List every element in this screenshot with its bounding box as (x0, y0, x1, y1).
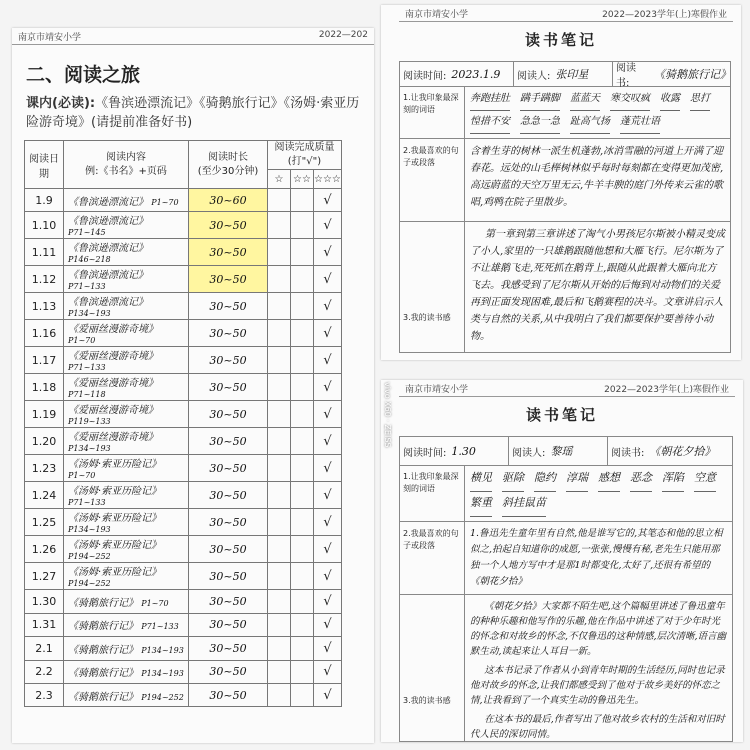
log-book-pages: P119~133 (68, 417, 111, 427)
log-star-1 (268, 509, 291, 536)
log-star-3: √ (314, 455, 342, 482)
log-duration: 30~50 (189, 428, 268, 455)
log-book (64, 212, 189, 239)
log-row (25, 401, 342, 428)
log-book (64, 482, 189, 509)
log-date: 1.17 (25, 347, 64, 374)
log-book-pages: P71~118 (68, 390, 106, 400)
word-item: 横见 (470, 469, 492, 492)
log-star-3: √ (314, 428, 342, 455)
log-date: 1.13 (25, 293, 64, 320)
header-star-2: ☆☆ (291, 170, 314, 189)
log-star-3: √ (314, 401, 342, 428)
log-star-1 (268, 266, 291, 293)
note1-date-label: 阅读时间: (403, 70, 447, 82)
note2-reader-label: 阅读人: (512, 447, 546, 459)
header-duration-sub: (至少30分钟) (197, 165, 259, 177)
log-duration: 30~50 (189, 482, 268, 509)
note2-book-cell (608, 437, 732, 465)
log-star-3: √ (314, 212, 342, 239)
reading-log-table (24, 140, 342, 707)
word-item: 感想 (598, 469, 620, 492)
log-date: 1.10 (25, 212, 64, 239)
word-item: 急急一急 (520, 113, 560, 134)
reading-note-2 (381, 380, 743, 742)
note2-book-value: 《朝花夕拾》 (649, 445, 716, 458)
header-content-example: 例:《书名》+页码 (85, 165, 167, 177)
log-row (25, 293, 342, 320)
word-item: 斜挂鼠苗 (502, 494, 546, 517)
note2-words-list (465, 465, 732, 521)
log-star-2 (291, 293, 314, 320)
log-book-title: 《爱丽丝漫游奇境》 (68, 405, 158, 417)
log-row (25, 320, 342, 347)
word-item: 浑陷 (662, 469, 684, 492)
log-star-2 (291, 320, 314, 347)
log-date: 1.11 (25, 239, 64, 266)
log-row (25, 637, 342, 660)
note1-title: 读书笔记 (524, 31, 597, 49)
log-star-3: √ (314, 374, 342, 401)
log-star-3: √ (314, 536, 342, 563)
log-row (25, 509, 342, 536)
word-item: 收露 (660, 90, 680, 111)
log-row (25, 428, 342, 455)
log-duration: 30~50 (189, 536, 268, 563)
note1-sentences-text: 含着生芽的树林一派生机蓬勃,冰消雪融的河道上开满了迎春花。远处的山毛榉树林似乎每时每刻都在变得更加茂密,高远蔚蓝的天空万里无云,牛羊丰腴的庭门外传来云雀的歌唱,鸡鸭在院子里散步。 (470, 146, 724, 208)
word-item: 淳瑞 (566, 469, 588, 492)
log-book-pages: P1~70 (141, 599, 169, 609)
log-duration: 30~50 (189, 590, 268, 613)
note1-reader-cell (514, 62, 613, 86)
word-item: 蓝蓝天 (570, 90, 600, 111)
note1-date-value: 2023.1.9 (451, 67, 501, 81)
note2-date-value: 1.30 (451, 444, 476, 458)
log-book-pages: P71~145 (68, 228, 106, 238)
word-item: 趾高气扬 (570, 113, 610, 134)
log-star-2 (291, 683, 314, 706)
note2-words-label: 1.让我印象最深刻的词语 (400, 465, 465, 521)
header-content (64, 141, 189, 189)
log-book-title: 《鲁滨逊漂流记》 (68, 216, 148, 228)
log-book-title: 《汤姆·索亚历险记》 (68, 513, 162, 525)
log-star-1 (268, 189, 291, 212)
log-star-1 (268, 482, 291, 509)
log-duration: 30~50 (189, 374, 268, 401)
note1-book-cell (613, 62, 731, 89)
word-item: 思打 (690, 90, 710, 111)
log-row (25, 455, 342, 482)
log-date: 1.12 (25, 266, 64, 293)
page-header (12, 30, 374, 45)
note2-words-row (399, 465, 733, 522)
log-duration: 30~50 (189, 239, 268, 266)
word-item: 奔跑挂肚 (470, 90, 510, 111)
note2-term: 2022—2023学年(上)寒假作业 (604, 385, 729, 395)
word-item: 空意 (694, 469, 716, 492)
word-item: 驱除 (502, 469, 524, 492)
log-star-2 (291, 189, 314, 212)
log-duration: 30~50 (189, 212, 268, 239)
log-book (64, 509, 189, 536)
log-star-2 (291, 536, 314, 563)
log-book-title: 《汤姆·索亚历险记》 (68, 567, 162, 579)
note2-date-cell (400, 437, 509, 465)
log-book (64, 613, 189, 636)
log-star-1 (268, 428, 291, 455)
note2-thoughts-para-1: 《朝花夕拾》大家都不陌生吧,这个篇幅里讲述了鲁迅童年的种种乐趣和他写作的乐趣,他在作品中讲述了对于少年时光的怀念和对故乡的怀念,不仅鲁迅的这种情感,层次清晰,语言幽默生动,读起来让人耳目一新。 (470, 601, 727, 657)
log-star-2 (291, 563, 314, 590)
log-book-pages: P1~70 (151, 197, 179, 207)
course-required (26, 94, 371, 132)
log-book-title: 《鲁滨逊漂流记》 (68, 297, 148, 309)
log-star-2 (291, 401, 314, 428)
header-quality (268, 141, 342, 170)
log-star-2 (291, 590, 314, 613)
log-book (64, 320, 189, 347)
note2-sentences-row (399, 522, 733, 595)
log-book-pages: P134~193 (68, 444, 111, 454)
note2-meta-row (399, 436, 733, 466)
log-book-pages: P1~70 (68, 471, 96, 481)
log-book-pages: P194~252 (141, 692, 184, 702)
log-star-2 (291, 212, 314, 239)
log-row (25, 374, 342, 401)
log-duration: 30~50 (189, 347, 268, 374)
log-date: 1.18 (25, 374, 64, 401)
log-book (64, 428, 189, 455)
log-duration: 30~50 (189, 293, 268, 320)
log-duration: 30~50 (189, 613, 268, 636)
camera-watermark: vivo X60 · ZEISS (383, 382, 392, 448)
log-book-title: 《鲁滨逊漂流记》 (68, 270, 148, 282)
log-book-pages: P194~252 (68, 552, 111, 562)
log-book (64, 660, 189, 683)
log-book-title: 《鲁滨逊漂流记》 (68, 196, 148, 208)
log-book (64, 563, 189, 590)
log-row (25, 563, 342, 590)
log-star-1 (268, 536, 291, 563)
log-book-title: 《鲁滨逊漂流记》 (68, 243, 148, 255)
log-star-1 (268, 613, 291, 636)
log-book-pages: P71~133 (68, 363, 106, 373)
log-duration: 30~60 (189, 189, 268, 212)
note2-thoughts-row (399, 595, 733, 742)
log-star-2 (291, 509, 314, 536)
log-book-pages: P146~218 (68, 255, 111, 265)
section-title: 二、阅读之旅 (26, 64, 141, 86)
log-row (25, 536, 342, 563)
log-book-pages: P71~133 (141, 622, 179, 632)
log-star-3: √ (314, 637, 342, 660)
note2-sentences-label: 2.我最喜欢的句子或段落 (400, 522, 465, 594)
log-star-2 (291, 239, 314, 266)
log-star-3: √ (314, 563, 342, 590)
log-row (25, 590, 342, 613)
note1-words-label: 1.让我印象最深刻的词语 (400, 86, 465, 138)
word-item: 繁重 (470, 494, 492, 517)
word-item: 恶念 (630, 469, 652, 492)
log-book-title: 《汤姆·索亚历险记》 (68, 486, 162, 498)
log-star-1 (268, 563, 291, 590)
log-star-3: √ (314, 613, 342, 636)
log-duration: 30~50 (189, 401, 268, 428)
note2-reader-value: 黎瑶 (550, 445, 573, 458)
log-date: 1.26 (25, 536, 64, 563)
log-star-2 (291, 347, 314, 374)
note1-thoughts-text: 第一章到第三章讲述了淘气小男孩尼尔斯被小精灵变成了小人,家里的一只雄鹅跟随他想和大雁飞行。尼尔斯为了不让雄鹅飞走,死死抓在鹅背上,跟随从此跟着大雁向北方飞去。我感受到了尼尔斯从开始的后悔到对动物们的关爱再到正面发现困难,最后和飞鹅赛程的决斗。文章讲启示人类与自然的关系,从中我明白了我们都要保护要善待小动物。 (470, 229, 725, 342)
log-star-2 (291, 266, 314, 293)
log-star-1 (268, 374, 291, 401)
header-quality-sub: (打"√") (287, 156, 322, 167)
note1-header (399, 7, 733, 22)
reading-log-page (12, 28, 374, 743)
note1-date-cell (400, 62, 514, 86)
log-date: 1.23 (25, 455, 64, 482)
log-book-title: 《骑鹅旅行记》 (68, 598, 138, 610)
header-star-1: ☆ (268, 170, 291, 189)
note2-title: 读书笔记 (525, 406, 598, 424)
note2-thoughts-body (465, 595, 732, 741)
log-row (25, 613, 342, 636)
log-star-1 (268, 590, 291, 613)
log-row (25, 347, 342, 374)
note1-words-row (399, 86, 731, 139)
log-book-pages: P71~133 (68, 498, 106, 508)
log-row (25, 212, 342, 239)
word-item: 蓬荒壮语 (620, 113, 660, 134)
log-book-title: 《爱丽丝漫游奇境》 (68, 432, 158, 444)
log-star-2 (291, 482, 314, 509)
note1-school: 南京市靖安小学 (405, 10, 469, 20)
school-name: 南京市靖安小学 (18, 33, 82, 43)
log-book-title: 《骑鹅旅行记》 (68, 668, 138, 680)
log-date: 1.31 (25, 613, 64, 636)
note2-header (399, 382, 735, 397)
log-star-1 (268, 637, 291, 660)
log-star-1 (268, 320, 291, 347)
log-duration: 30~50 (189, 563, 268, 590)
log-star-2 (291, 428, 314, 455)
log-book (64, 266, 189, 293)
log-book-title: 《爱丽丝漫游奇境》 (68, 351, 158, 363)
note2-thoughts-para-2: 这本书记录了作者从小到青年时期的生活经历,同时也记录他对故乡的怀念,让我们都感受到了他对于故乡美好的怀恋之情,让我看到了一个真实生动的鲁迅先生。 (470, 665, 725, 706)
log-book-pages: P134~193 (141, 669, 184, 679)
log-star-3: √ (314, 266, 342, 293)
log-row (25, 239, 342, 266)
log-date: 1.27 (25, 563, 64, 590)
log-star-1 (268, 347, 291, 374)
word-item: 蹒手蹒脚 (520, 90, 560, 111)
log-star-2 (291, 613, 314, 636)
header-duration (189, 141, 268, 189)
log-book (64, 455, 189, 482)
log-book-pages: P134~193 (68, 309, 111, 319)
log-book (64, 401, 189, 428)
note1-thoughts-row (399, 222, 731, 353)
log-book-pages: P1~70 (68, 336, 96, 346)
log-date: 1.25 (25, 509, 64, 536)
note1-words-list (465, 86, 730, 138)
log-book-title: 《骑鹅旅行记》 (68, 691, 138, 703)
note2-school: 南京市靖安小学 (405, 385, 469, 395)
log-duration: 30~50 (189, 455, 268, 482)
log-book-title: 《爱丽丝漫游奇境》 (68, 324, 158, 336)
header-quality-label: 阅读完成质量 (274, 142, 335, 153)
log-star-3: √ (314, 660, 342, 683)
log-star-3: √ (314, 590, 342, 613)
word-item: 寒交叹疯 (610, 90, 650, 111)
log-duration: 30~50 (189, 637, 268, 660)
log-duration: 30~50 (189, 683, 268, 706)
log-book-pages: P194~252 (68, 579, 111, 589)
log-star-3: √ (314, 320, 342, 347)
log-book-title: 《骑鹅旅行记》 (68, 621, 138, 633)
reading-log-body (25, 189, 342, 707)
log-book (64, 293, 189, 320)
note2-thoughts-para-3: 在这本书的最后,作者写出了他对故乡农村的生活和对旧时代人民的深切同情。 (470, 714, 725, 740)
log-book-title: 《汤姆·索亚历险记》 (68, 540, 162, 552)
log-star-1 (268, 455, 291, 482)
log-star-3: √ (314, 482, 342, 509)
log-date: 2.3 (25, 683, 64, 706)
log-book-pages: P71~133 (68, 282, 106, 292)
note1-sentences-label: 2.我最喜欢的句子或段落 (400, 139, 465, 221)
note1-book-value: 《骑鹅旅行记》 (653, 68, 731, 81)
note1-meta-row (399, 61, 731, 87)
log-star-3: √ (314, 683, 342, 706)
log-star-3: √ (314, 239, 342, 266)
note1-reader-label: 阅读人: (517, 70, 551, 82)
log-duration: 30~50 (189, 509, 268, 536)
log-star-1 (268, 660, 291, 683)
log-book-pages: P134~193 (68, 525, 111, 535)
log-book (64, 683, 189, 706)
log-star-2 (291, 660, 314, 683)
reading-note-1 (381, 5, 741, 360)
log-book-pages: P134~193 (141, 645, 184, 655)
word-item: 隐约 (534, 469, 556, 492)
log-row (25, 482, 342, 509)
note2-reader-cell (509, 437, 608, 465)
log-star-2 (291, 637, 314, 660)
log-row (25, 266, 342, 293)
header-date: 阅读日期 (25, 141, 64, 189)
course-label: 课内(必读): (26, 96, 96, 111)
header-content-label: 阅读内容 (106, 151, 146, 163)
header-star-3: ☆☆☆ (314, 170, 342, 189)
log-book-title: 《爱丽丝漫游奇境》 (68, 378, 158, 390)
log-book (64, 536, 189, 563)
log-star-3: √ (314, 293, 342, 320)
log-date: 1.19 (25, 401, 64, 428)
log-star-3: √ (314, 347, 342, 374)
note2-date-label: 阅读时间: (403, 447, 447, 459)
log-star-1 (268, 293, 291, 320)
note1-reader-value: 张印星 (555, 68, 589, 81)
log-star-1 (268, 683, 291, 706)
log-date: 1.24 (25, 482, 64, 509)
log-row (25, 683, 342, 706)
note1-book-label: 阅读书: (616, 63, 636, 89)
log-book (64, 637, 189, 660)
note1-sentences-row (399, 139, 731, 222)
log-star-2 (291, 374, 314, 401)
log-book-title: 《汤姆·索亚历险记》 (68, 459, 162, 471)
log-duration: 30~50 (189, 320, 268, 347)
note1-term: 2022—2023学年(上)寒假作业 (602, 10, 727, 20)
log-duration: 30~50 (189, 266, 268, 293)
log-star-1 (268, 401, 291, 428)
log-date: 1.20 (25, 428, 64, 455)
log-book (64, 189, 189, 212)
log-star-1 (268, 212, 291, 239)
log-date: 2.2 (25, 660, 64, 683)
course-text: 《鲁滨逊漂流记》《骑鹅旅行记》《汤姆·索亚历险游奇境》(请提前准备好书) (26, 96, 360, 130)
note2-sentences-text: 1.鲁迅先生童年里有自然,他是谁写它的,其笔态和他的思立相似之,拍起自知道你的成愿,一张张,慢慢有秘,老先生只能用那独一个人地方写中才是那1时都变化,太好了,还很有希望的《朝花夕拾》 (470, 528, 723, 587)
log-book (64, 374, 189, 401)
note1-thoughts-label: 3.我的读书感 (400, 222, 465, 352)
log-star-3: √ (314, 509, 342, 536)
log-row (25, 660, 342, 683)
log-book-title: 《骑鹅旅行记》 (68, 644, 138, 656)
log-date: 1.30 (25, 590, 64, 613)
school-year: 2022—202 (318, 30, 368, 40)
log-date: 1.9 (25, 189, 64, 212)
log-book (64, 347, 189, 374)
log-book (64, 239, 189, 266)
log-book (64, 590, 189, 613)
log-date: 1.16 (25, 320, 64, 347)
log-duration: 30~50 (189, 660, 268, 683)
word-item: 惶措不安 (470, 113, 510, 134)
log-star-1 (268, 239, 291, 266)
header-duration-label: 阅读时长 (208, 151, 248, 163)
note2-thoughts-label: 3.我的读书感 (400, 595, 465, 741)
log-star-2 (291, 455, 314, 482)
log-star-3: √ (314, 189, 342, 212)
log-date: 2.1 (25, 637, 64, 660)
note2-book-label: 阅读书: (611, 447, 645, 459)
log-row (25, 189, 342, 212)
